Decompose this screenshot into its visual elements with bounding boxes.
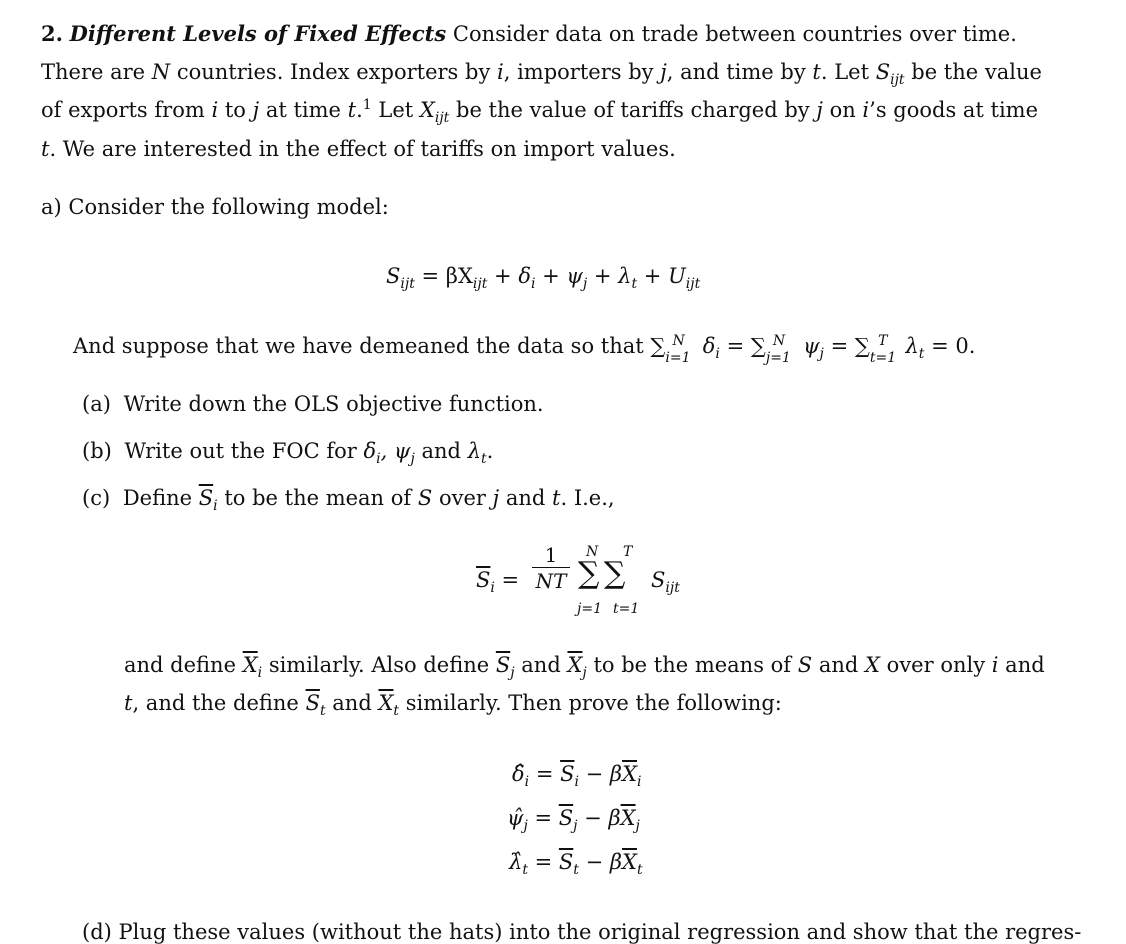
result-delta: $\deltâ_i = \overline{S}_i - \beta\overline{X}_i$ [512, 762, 642, 791]
problem-number: 2. [41, 21, 63, 46]
part-a-text: Consider the following model: [68, 195, 389, 219]
sum-lower-t: t=1 [613, 601, 640, 617]
problem-line-2: There are N countries. Index exporters by i, importers by j, and time by t. Let $S_{ijt}$ be the value [41, 60, 1042, 89]
mean-definition-lhs: $\overline{S}_i$ = [476, 568, 520, 597]
def-line-2: t, and the define $\overline{S}_t$ and $\overline{X}_t$ similarly. Then prove the following: [124, 691, 782, 720]
result-psi: $\psî_j = \overline{S}_j - \beta\overline{X}_j$ [507, 806, 640, 835]
mean-fraction: $\frac{1}{NT}$ [532, 543, 570, 594]
mean-definition-rhs: $S_{ijt}$ [651, 568, 680, 597]
sum-sign-j: ∑ [578, 556, 600, 591]
problem-line-4: t. We are interested in the effect of tariffs on import values. [41, 137, 676, 161]
model-equation: $S_{ijt} = \beta X_{ijt} + \delta_i + \psi_j + \lambda_t + U_{ijt}$ [386, 264, 701, 293]
problem-line-1 [41, 21, 1017, 46]
sum-sign-t: ∑ [604, 556, 626, 591]
sum-lower-j: j=1 [577, 601, 602, 617]
sum-upper-t: T [623, 544, 633, 560]
result-lambda: $\lambdâ_t = \overline{S}_t - \beta\overline{X}_t$ [509, 850, 643, 879]
intro-text-1: Consider data on trade between countries over time. [452, 22, 1017, 46]
item-d-cutoff: (d) Plug these values (without the hats) into the original regression and show that the regres- [82, 920, 1082, 944]
item-a: (a) Write down the OLS objective function. [82, 392, 544, 416]
problem-line-3: of exports from i to j at time t.$^1$ Let $X_{ijt}$ be the value of tariffs charged by j on i’s goods at time [41, 97, 1039, 127]
item-c: (c) Define $\overline{S}_i$ to be the mean of S over j and t. I.e., [82, 486, 615, 515]
footnote-marker: 1 [362, 97, 372, 113]
item-b: (b) Write out the FOC for $\delta_i$, $\psi_j$ and $\lambda_t$. [82, 439, 494, 468]
problem-title: Different Levels of Fixed Effects [69, 21, 447, 46]
part-a-heading [41, 195, 389, 219]
def-line-1: and define $\overline{X}_i$ similarly. Also define $\overline{S}_j$ and $\overline{X}_j$ to be the means of S and X over only i and [124, 653, 1045, 682]
sum-upper-j: N [586, 544, 599, 560]
demean-line: And suppose that we have demeaned the data so that $\sum_{i=1}^N$ $\delta_i = \sum_{j=1}^N$ $\psi_j = \sum_{t=1}^T$ $\lambda_t = 0$. [73, 333, 976, 367]
part-a-label: a) [41, 195, 62, 219]
